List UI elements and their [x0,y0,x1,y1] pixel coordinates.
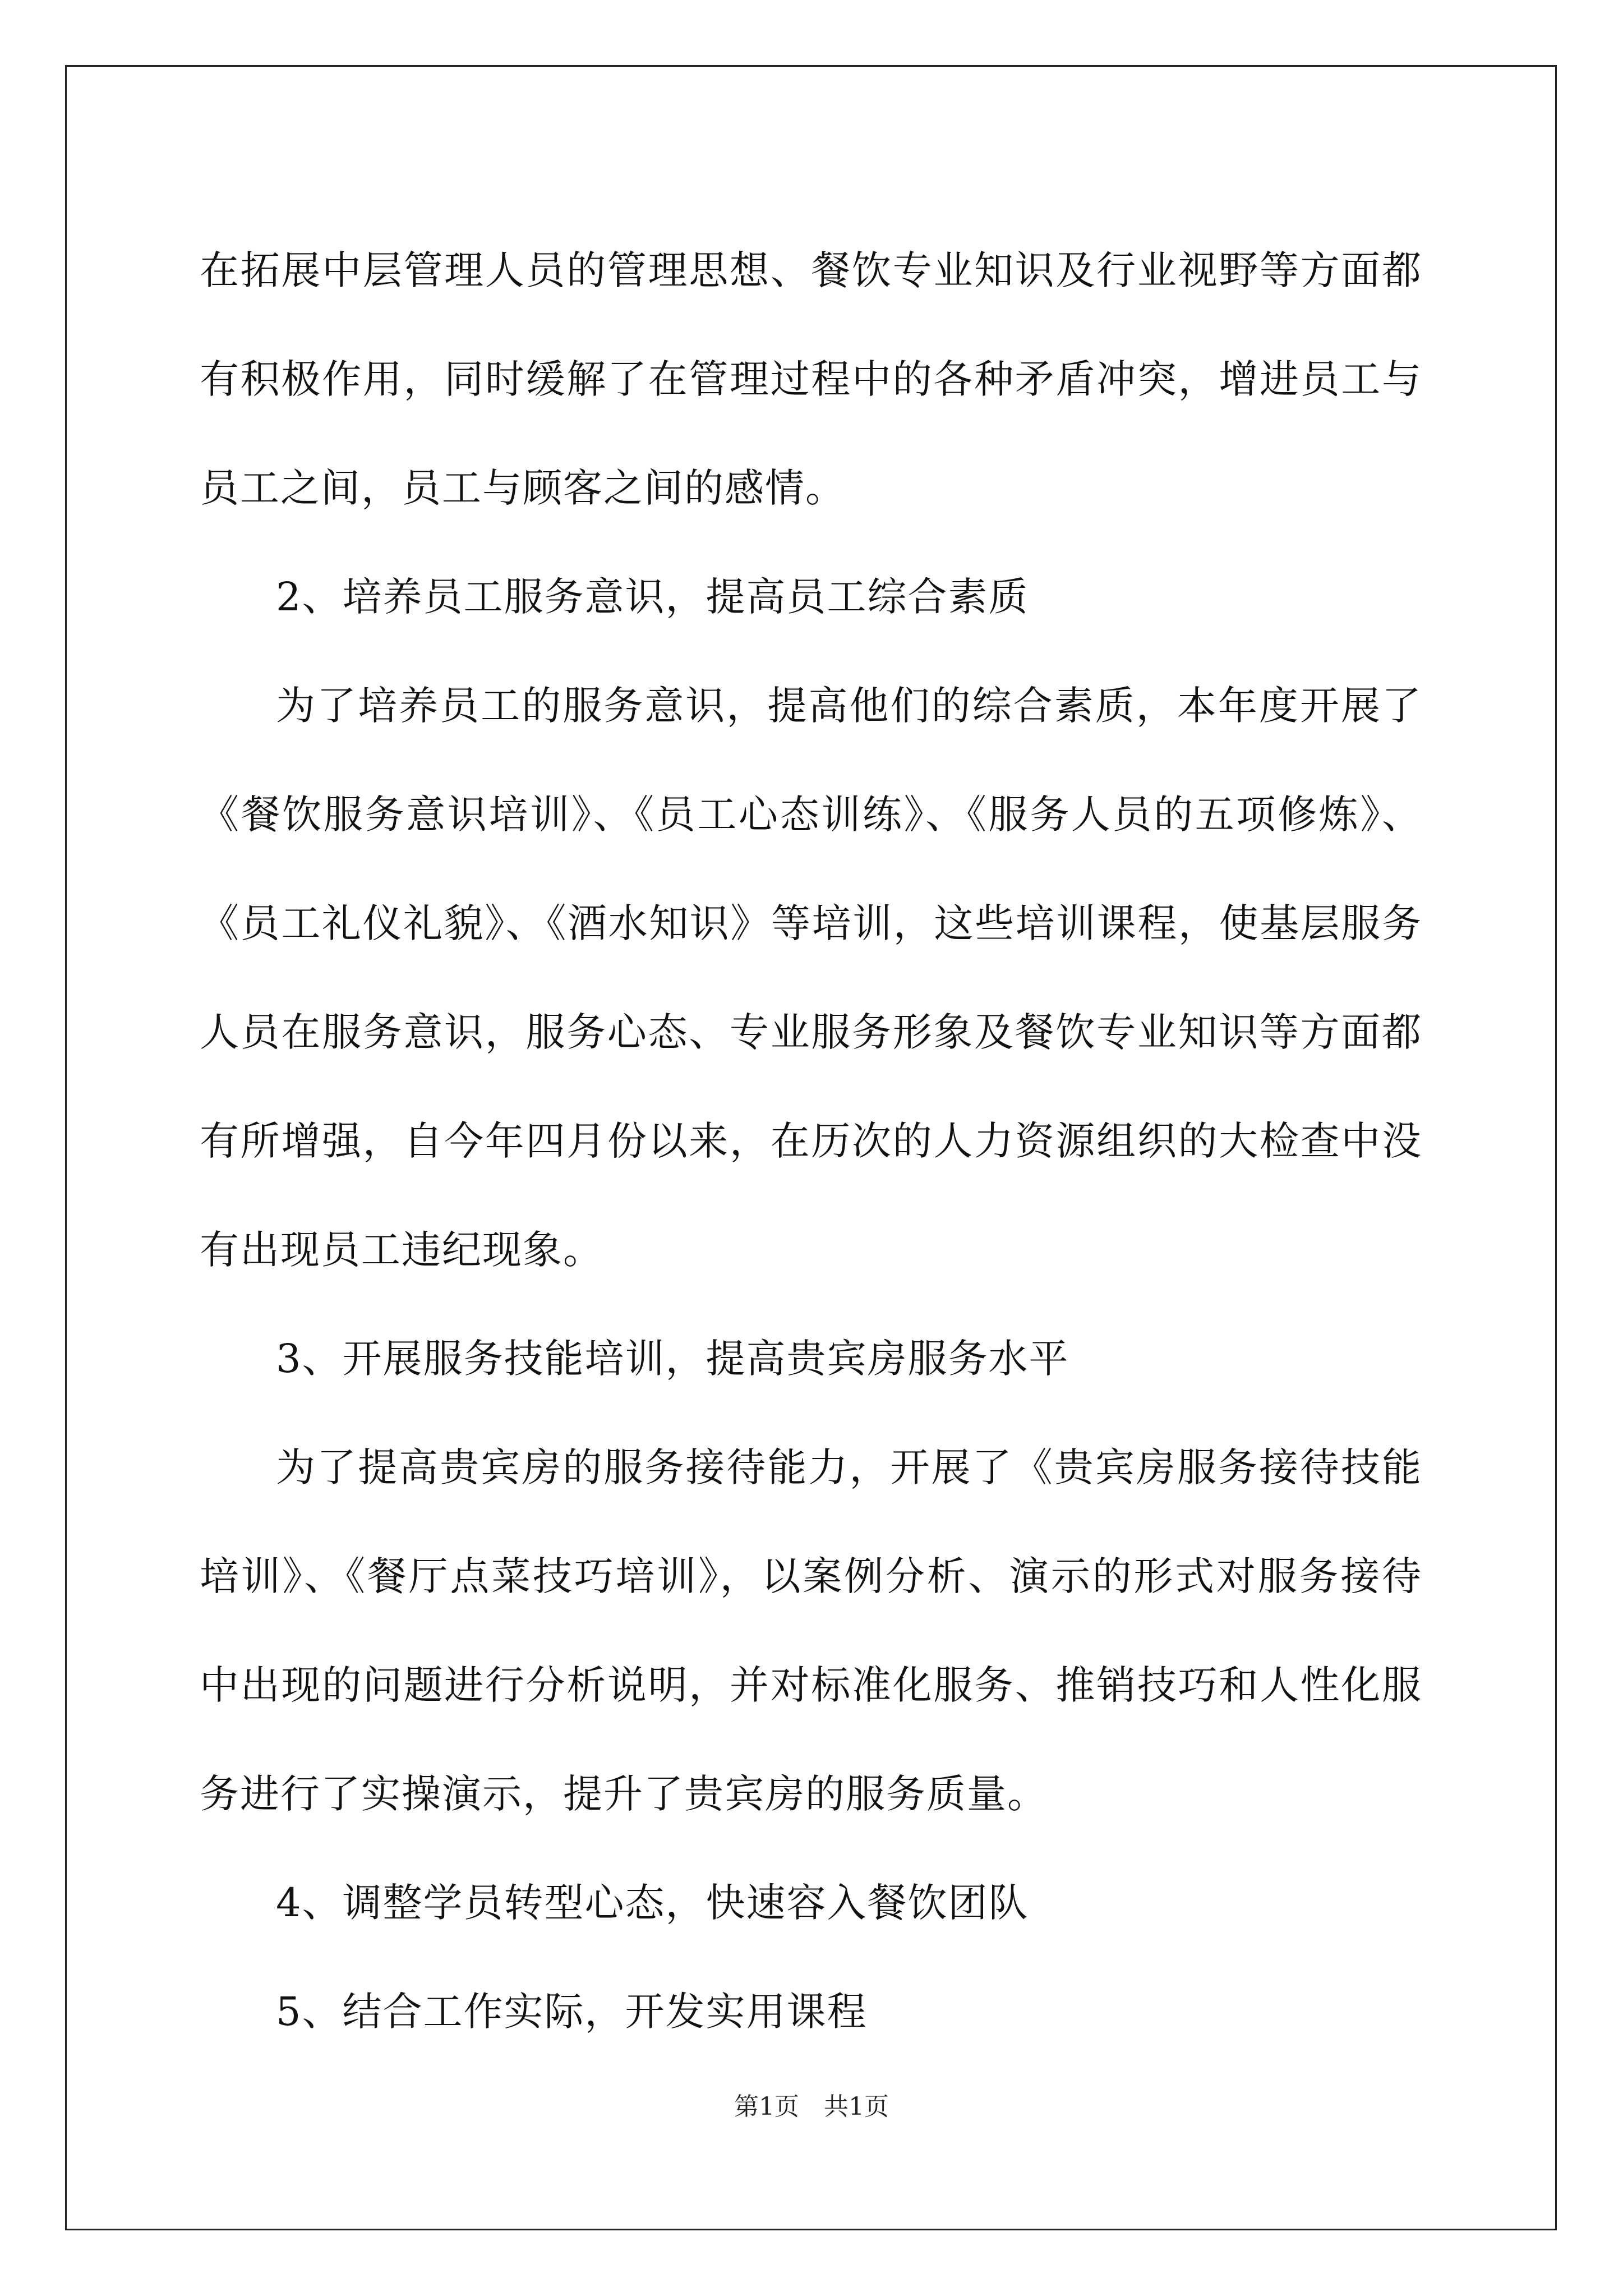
section-heading-4: 4、调整学员转型心态，快速容入餐饮团队 [276,1880,1029,1926]
paragraph-vip-room-training: 为了提高贵宾房的服务接待能力，开展了《贵宾房服务接待技能培训》、《餐厅点菜技巧培训》，以案例分析、演示的形式对服务接待中出现的问题进行分析说明，并对标准化服务、推销技巧和人性化服务进行了实操演示，提升了贵宾房的服务质量。 [200,1444,1422,1817]
document-body [200,216,1422,2066]
paragraph-service-awareness: 为了培养员工的服务意识，提高他们的综合素质，本年度开展了《餐饮服务意识培训》、《员工心态训练》、《服务人员的五项修炼》、《员工礼仪礼貌》、《酒水知识》等培训，这些培训课程，使基层服务人员在服务意识，服务心态、专业服务形象及餐饮专业知识等方面都有所增强，自今年四月份以来，在历次的人力资源组织的大检查中没有出现员工违纪现象。 [200,683,1422,1273]
section-heading-5: 5、结合工作实际，开发实用课程 [276,1989,868,2035]
section-heading-2: 2、培养员工服务意识，提高员工综合素质 [276,574,1029,620]
paragraph-continuation: 在拓展中层管理人员的管理思想、餐饮专业知识及行业视野等方面都有积极作用，同时缓解了在管理过程中的各种矛盾冲突，增进员工与员工之间，员工与顾客之间的感情。 [200,247,1422,511]
section-heading-3: 3、开展服务技能培训，提高贵宾房服务水平 [276,1336,1069,1382]
page-number-footer: 第1页 共1页 [734,2092,889,2121]
